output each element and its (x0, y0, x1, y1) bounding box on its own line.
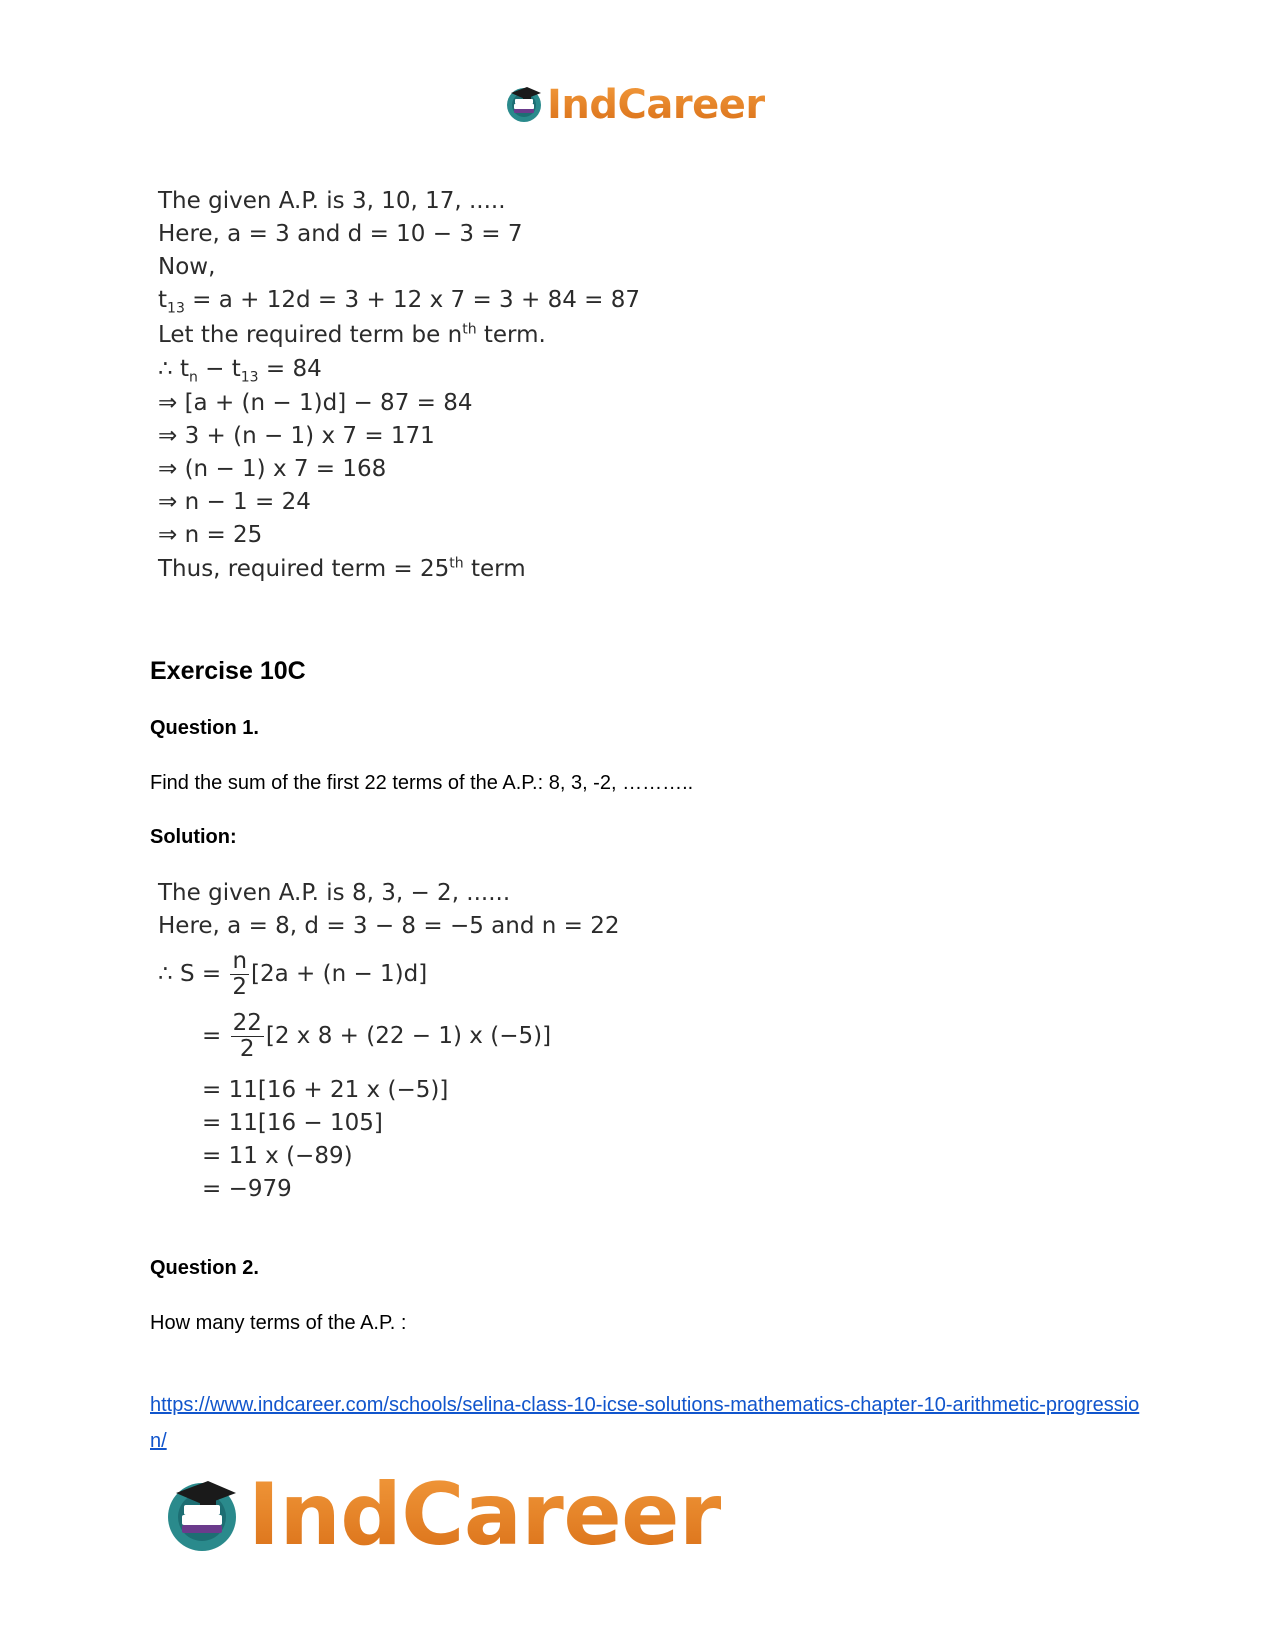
math-line: ⇒ n = 25 (158, 522, 263, 548)
source-url-link[interactable]: https://www.indcareer.com/schools/selina-class-10-icse-solutions-mathematics-chapter-10-arithmetic-progression/ (150, 1394, 1140, 1452)
math-line: = $\frac{22}{2}$ [2 x 8 + (22 − 1) x (−5)] (202, 1010, 552, 1062)
math-line: ∴ S = $\frac{n}{2}$ [2a + (n − 1)d] (158, 948, 428, 1000)
math-line: Thus, required term = 25th term (158, 555, 526, 582)
math-line: Here, a = 3 and d = 10 − 3 = 7 (158, 221, 523, 247)
question-1-text: Find the sum of the first 22 terms of the A.P.: 8, 3, -2, ……….. (150, 772, 694, 794)
math-line: ⇒ 3 + (n − 1) x 7 = 171 (158, 423, 435, 449)
math-line: $t_{13} = a + 12d = 3 + 12$ x 7 = 3 + 84 = 87 (158, 287, 641, 317)
exercise-title: Exercise 10C (150, 657, 306, 685)
math-line: ⇒ (n − 1) x 7 = 168 (158, 456, 387, 482)
math-line: The given A.P. is 8, 3, − 2, ...... (158, 880, 511, 906)
solution-label: Solution: (150, 826, 237, 848)
graduation-cap-book-icon (160, 1471, 244, 1560)
math-line: = 11[16 + 21 x (−5)] (202, 1077, 449, 1103)
logo-wordmark: IndCareer (248, 1465, 721, 1565)
math-line: ∴ $t_n - t_{13} = 84$ (158, 356, 322, 386)
math-line: = 11[16 − 105] (202, 1110, 383, 1136)
math-line: = 11 x (−89) (202, 1143, 353, 1169)
math-line: = −979 (202, 1176, 292, 1202)
question-1-title: Question 1. (150, 717, 259, 739)
math-line: ⇒ n − 1 = 24 (158, 489, 311, 515)
math-line: Here, a = 8, d = 3 − 8 = −5 and n = 22 (158, 913, 620, 939)
math-line: Now, (158, 254, 216, 280)
math-line: The given A.P. is 3, 10, 17, ..... (158, 188, 506, 214)
footer-logo (160, 1465, 721, 1565)
question-2-text: How many terms of the A.P. : (150, 1312, 407, 1334)
math-line: ⇒ [a + (n − 1)d] − 87 = 84 (158, 390, 473, 416)
logo-wordmark: IndCareer (547, 82, 765, 128)
header-logo (503, 80, 765, 130)
math-line: Let the required term be $n^{th}$ term. (158, 321, 546, 348)
question-2-title: Question 2. (150, 1257, 259, 1279)
graduation-cap-book-icon (503, 82, 545, 129)
